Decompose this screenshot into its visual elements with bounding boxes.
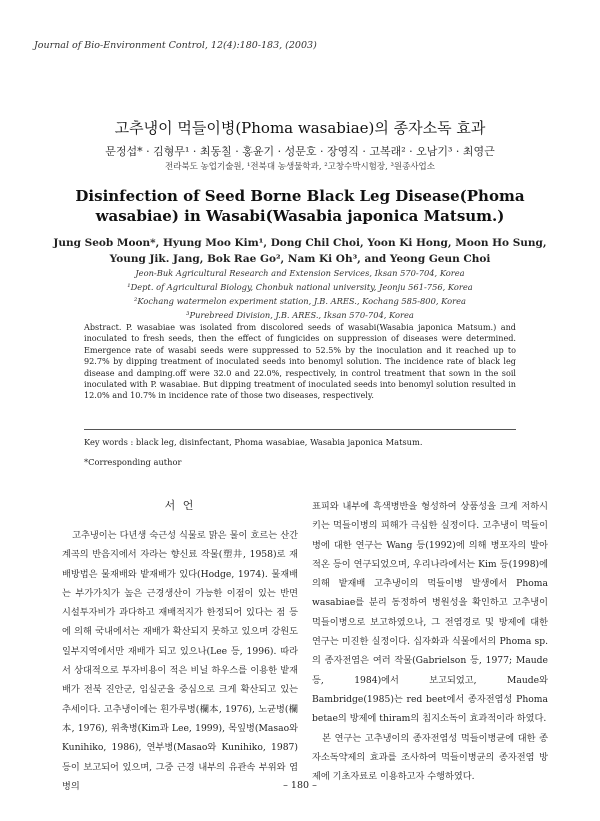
divider: [84, 429, 516, 430]
page-number: – 180 –: [283, 780, 317, 791]
body-left-column: [62, 526, 298, 796]
affiliation-line: ³Purebreed Division, J.B. ARES., Iksan 570-704, Korea: [186, 310, 414, 320]
korean-authors: 문정섭* · 김형무¹ · 최동칠 · 홍윤기 · 성문호 · 장영직 · 고복래² · 오남기³ · 최영근: [105, 145, 495, 158]
korean-affiliations: 전라북도 농업기술원, ¹전북대 농생물학과, ²고창수박시험장, ³원종사업소: [165, 162, 435, 172]
body-right-column: [312, 497, 548, 786]
body-paragraph: 본 연구는 고추냉이의 종자전염성 먹들이병균에 대한 종자소독약제의 효과를 조사하여 먹들이병균의 종자전염 방제에 기초자료로 이용하고자 수행하였다.: [312, 732, 548, 783]
english-title: Disinfection of Seed Borne Black Leg Disease(Phoma wasabiae) in Wasabi(Wasabia japonica Matsum.): [75, 187, 525, 225]
korean-title: 고추냉이 먹들이병(Phoma wasabiae)의 종자소독 효과: [114, 119, 486, 137]
affiliation-line: Jeon-Buk Agricultural Research and Extension Services, Iksan 570-704, Korea: [135, 268, 465, 278]
affiliation-line: ¹Dept. of Agricultural Biology, Chonbuk national university, Jeonju 561-756, Korea: [127, 282, 473, 292]
english-authors: Jung Seob Moon*, Hyung Moo Kim¹, Dong Chil Choi, Yoon Ki Hong, Moon Ho Sung, Young Jik. Jang, Bok Rae Go², Nam Ki Oh³, and Yeong Geun Choi: [53, 237, 547, 265]
corresponding-author-note: *Corresponding author: [84, 457, 182, 467]
affiliations: [40, 266, 560, 322]
journal-citation: Journal of Bio-Environment Control, 12(4):180-183, (2003): [34, 40, 317, 51]
keywords: Key words : black leg, disinfectant, Phoma wasabiae, Wasabia japonica Matsum.: [84, 437, 423, 447]
body-paragraph: 표피와 내부에 흑색병반을 형성하여 상품성을 크게 저하시키는 먹들이병의 피해가 극심한 실정이다. 고추냉이 먹들이병에 대한 연구는 Wang 등(1992)에 의해 병포자의 발아적온 등이 연구되었으며, 우리나라에서는 Kim 등(1998)에 의해 밭재배 고추냉이의 먹들이병 발생에서 Phoma wasabiae를 분리 동정하여 병원성을 확인하고 고추냉이 먹들이병으로 보고하였으나, 그 전염경로 및 방제에 대한 연구는 미진한 실정이다. 십자화과 식물에서의 Phoma sp.의 종자전염은 여러 작물(Gabrielson 등, 1977; Maude 등, 1984)에서 보고되었고, Maude와 Bambridge(1985)는 red beet에서 종자전염성 Phoma betae의 방제에 thiram의 침지소독이 효과적이라 하였다.: [312, 501, 548, 725]
affiliation-line: ²Kochang watermelon experiment station, J.B. ARES., Kochang 585-800, Korea: [134, 296, 466, 306]
section-title-introduction: 서 언: [164, 499, 196, 512]
body-paragraph: 고추냉이는 다년생 숙근성 식물로 맑은 물이 흐르는 산간계곡의 반음지에서 자라는 향신료 작물(塑井, 1958)로 재배방법은 물재배와 밭재배가 있다(Hodge, 1974). 물재배는 부가가치가 높은 근경생산이 가능한 이점이 있는 반면 시설투자비가 과다하고 재배적지가 한정되어 있다는 점 등에 의해 국내에서는 재배가 확산되지 못하고 있으며 강원도 일부지역에서만 재배가 되고 있으나(Lee 등, 1996). 따라서 상대적으로 투자비용이 적은 비닐 하우스를 이용한 밭재배가 전북 진안군, 임실군을 중심으로 크게 확산되고 있는 추세이다. 고추냉이에는 흰가루병(欄本, 1976), 노균병(欄本, 1976), 위축병(Kim과 Lee, 1999), 목잎병(Masao와 Kunihiko, 1986), 연부병(Masao와 Kunihiko, 1987) 등이 보고되어 있으며, 그중 근경 내부의 유관속 부위와 엽병의: [62, 530, 298, 792]
abstract: Abstract. P. wasabiae was isolated from discolored seeds of wasabi(Wasabia japonica Matsum.) and inoculated to fresh seeds, then the effect of fungicides on suppression of diseases were determined. Emergence rate of wasabi seeds were suppressed to 52.5% by the inoculation and it reached up to 92.7% by dipping treatment of inoculated seeds into benomyl solution. The incidence rate of black leg disease and damping.off were 32.0 and 22.0%, respectively, in control treatment that sown in the soil inoculated with P. wasabiae. But dipping treatment of inoculated seeds into benomyl solution resulted in 12.0% and 10.7% in incidence rate of those two diseases, respectively.: [84, 322, 516, 401]
